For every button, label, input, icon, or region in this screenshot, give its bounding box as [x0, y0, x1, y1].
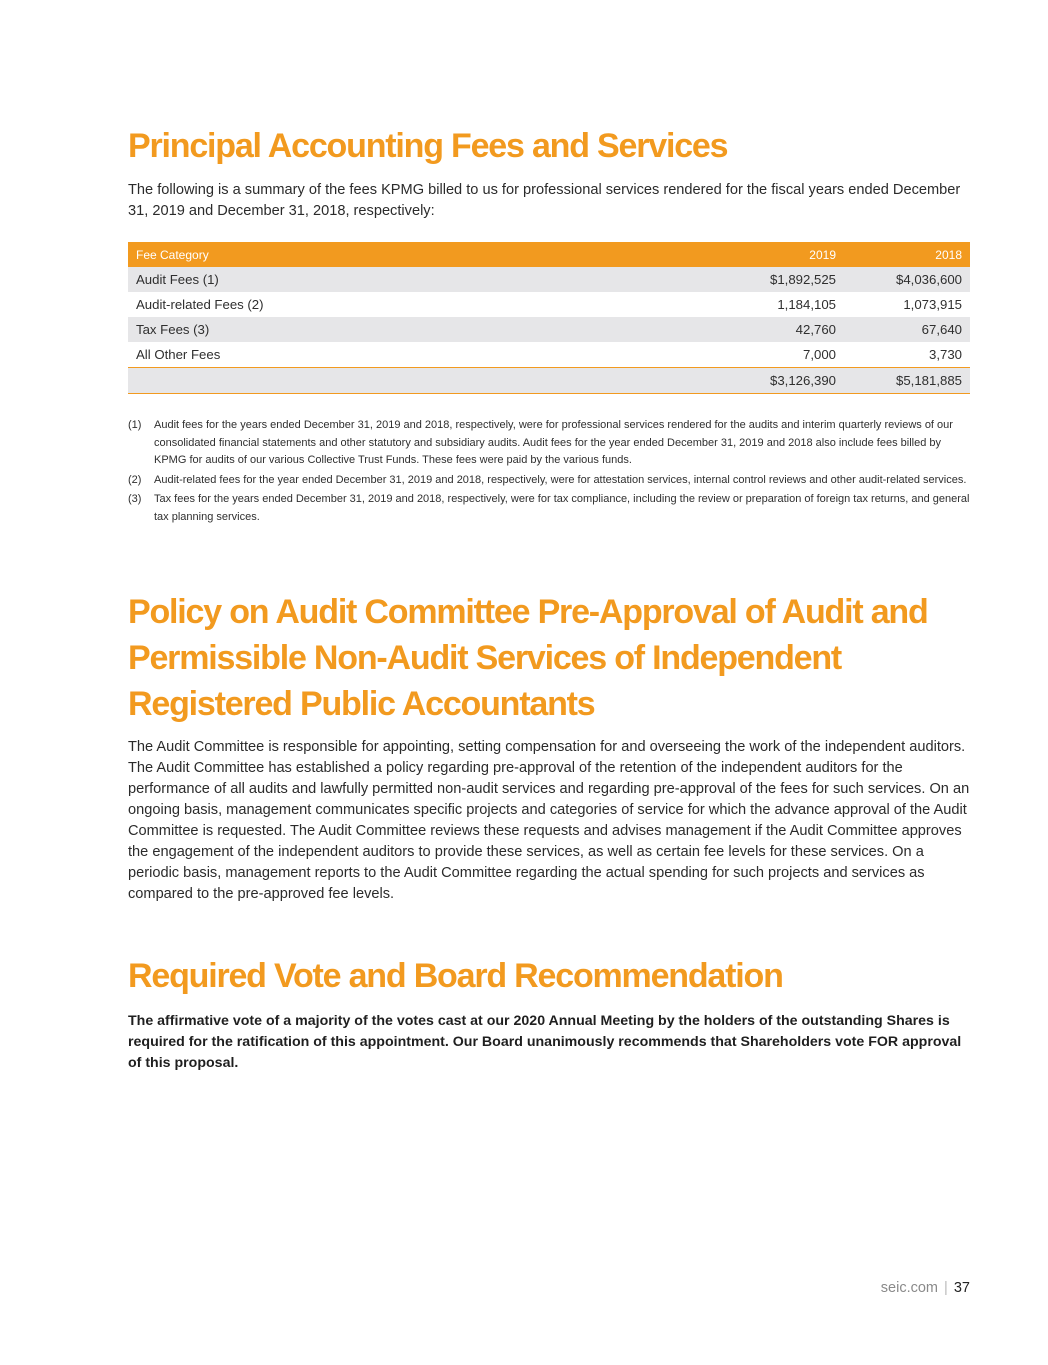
cell-2018: 1,073,915: [903, 297, 962, 312]
section-heading-fees: Principal Accounting Fees and Services: [128, 127, 728, 165]
table-row: [128, 267, 970, 292]
page-footer: [881, 1280, 970, 1296]
footnote-text: Audit-related fees for the year ended December 31, 2019 and 2018, respectively, were for attestation services, internal control reviews and other audit-related services.: [154, 473, 967, 486]
table-row: [128, 292, 970, 317]
cell-2019: 42,760: [718, 317, 844, 342]
footnote-marker: (3): [128, 493, 142, 505]
header-2019: 2019: [718, 242, 844, 267]
fees-intro-paragraph: The following is a summary of the fees KPMG billed to us for professional services rendered for the fiscal years ended December 31, 2019 and December 31, 2018, respectively:: [128, 182, 961, 219]
footnote-marker: (2): [128, 473, 142, 486]
cell-2019: $1,892,525: [718, 267, 844, 292]
cell-2018: $4,036,600: [844, 267, 970, 292]
footnote-marker: (1): [128, 419, 142, 431]
table-row: [128, 342, 970, 368]
fees-table: [128, 242, 970, 394]
cell-total-2019: $3,126,390: [718, 368, 844, 394]
cell-2018: 3,730: [928, 347, 962, 362]
footer-site-link[interactable]: seic.com: [880, 1280, 939, 1296]
footnote: [128, 472, 970, 490]
cell-category: Audit-related Fees (2): [136, 297, 264, 312]
cell-total-2018: $5,181,885: [844, 368, 970, 394]
cell-2019: 7,000: [802, 347, 836, 362]
footnote-text: Tax fees for the years ended December 31, 2019 and 2018, respectively, were for tax compliance, including the review or preparation of foreign tax returns, and general tax planning services.: [154, 493, 970, 523]
page-number: 37: [953, 1280, 970, 1296]
table-row: [128, 317, 970, 342]
table-total-row: [128, 368, 970, 394]
cell-2019: 1,184,105: [777, 297, 836, 312]
vote-paragraph: The affirmative vote of a majority of the votes cast at our 2020 Annual Meeting by the holders of the outstanding Shares is required for the ratification of this appointment. Our Board unanimously recommends that Shareholders vote FOR approval of this proposal.: [128, 1013, 962, 1071]
policy-paragraph: The Audit Committee is responsible for appointing, setting compensation for and overseeing the work of the independent auditors. The Audit Committee has established a policy regarding pre-approval of the retention of the independent auditors for the performance of all audits and lawfully permitted non-audit services and regarding pre-approval of the fees for such services. On an ongoing basis, management communicates specific projects and categories of service for which the advance approval of the Audit Committee is requested. The Audit Committee reviews these requests and advises management if the Audit Committee approves the engagement of the independent auditors to provide these services, as well as certain fee levels for these services. On a periodic basis, management reports to the Audit Committee regarding the actual spending for such projects and services as compared to the pre-approved fee levels.: [128, 739, 970, 902]
header-fee-category: Fee Category: [128, 242, 718, 267]
section-heading-policy: Policy on Audit Committee Pre-Approval of Audit and Permissible Non-Audit Services of Independent Registered Public Accountants: [128, 593, 928, 723]
footnotes: [128, 417, 970, 528]
cell-category: Audit Fees (1): [128, 267, 718, 292]
footer-separator: |: [944, 1280, 948, 1296]
table-header-row: [128, 242, 970, 267]
section-heading-vote: Required Vote and Board Recommendation: [128, 957, 783, 995]
footnote: [128, 417, 970, 470]
header-2018: 2018: [844, 242, 970, 267]
footnote-text: Audit fees for the years ended December 31, 2019 and 2018, respectively, were for professional services rendered for the audits and interim quarterly reviews of our consolidated financial statements and other statutory and subsidiary audits. Audit fees for the year ended December 31, 2019 and 2018 also include fees billed by KPMG for audits of our various Collective Trust Funds. These fees were paid by the various funds.: [154, 419, 953, 466]
cell-category: Tax Fees (3): [128, 317, 718, 342]
cell-2018: 67,640: [844, 317, 970, 342]
footnote: [128, 491, 970, 526]
cell-category: All Other Fees: [136, 347, 221, 362]
cell-total-label: [128, 368, 718, 394]
